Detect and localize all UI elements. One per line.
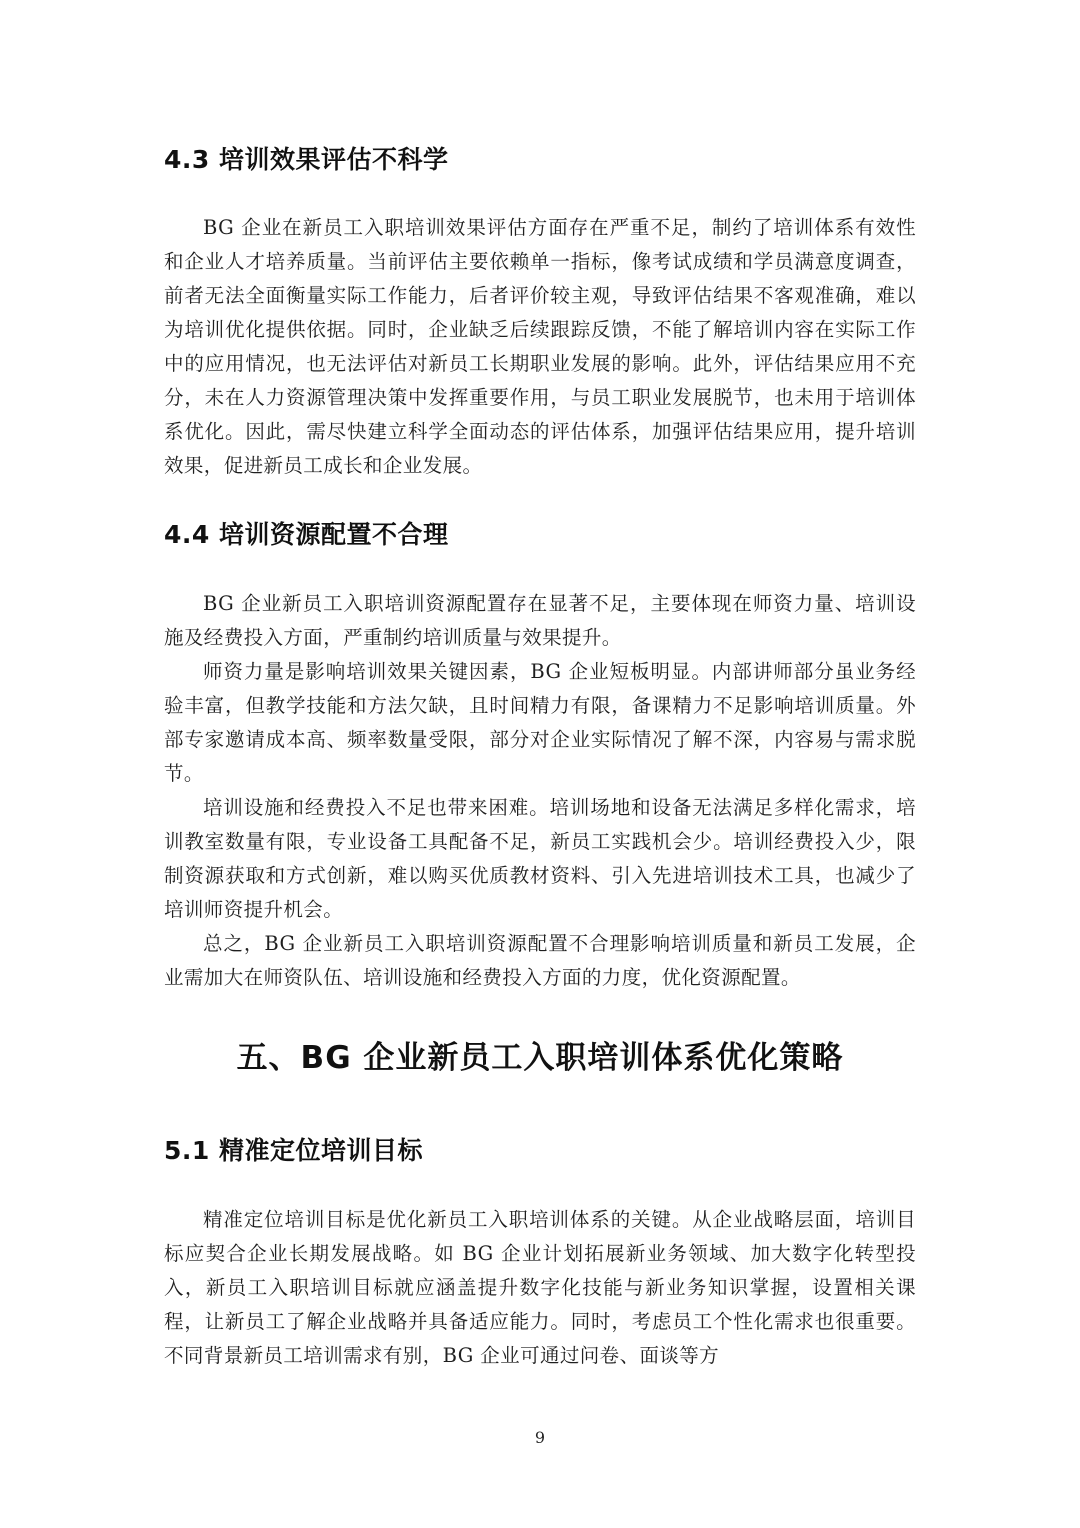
- section-body-5-1: [164, 1203, 916, 1373]
- section-heading-4-4: 4.4 培训资源配置不合理: [164, 520, 449, 549]
- paragraph: 总之，BG 企业新员工入职培训资源配置不合理影响培训质量和新员工发展，企业需加大在师资队伍、培训设施和经费投入方面的力度，优化资源配置。: [164, 932, 916, 989]
- section-heading-4-3: 4.3 培训效果评估不科学: [164, 145, 449, 174]
- section-body-4-3: [164, 211, 916, 483]
- section-body-4-4: [164, 587, 916, 995]
- section-heading-5-1: 5.1 精准定位培训目标: [164, 1136, 423, 1165]
- page-number: 9: [534, 1428, 546, 1447]
- paragraph: 师资力量是影响培训效果关键因素，BG 企业短板明显。内部讲师部分虽业务经验丰富，但教学技能和方法欠缺，且时间精力有限，备课精力不足影响培训质量。外部专家邀请成本高、频率数量受限，部分对企业实际情况了解不深，内容易与需求脱节。: [164, 660, 916, 785]
- paragraph: 培训设施和经费投入不足也带来困难。培训场地和设备无法满足多样化需求，培训教室数量有限，专业设备工具配备不足，新员工实践机会少。培训经费投入少，限制资源获取和方式创新，难以购买优质教材资料、引入先进培训技术工具，也减少了培训师资提升机会。: [164, 796, 916, 921]
- paragraph: BG 企业在新员工入职培训效果评估方面存在严重不足，制约了培训体系有效性和企业人才培养质量。当前评估主要依赖单一指标，像考试成绩和学员满意度调查，前者无法全面衡量实际工作能力，后者评价较主观，导致评估结果不客观准确，难以为培训优化提供依据。同时，企业缺乏后续跟踪反馈，不能了解培训内容在实际工作中的应用情况，也无法评估对新员工长期职业发展的影响。此外，评估结果应用不充分，未在人力资源管理决策中发挥重要作用，与员工职业发展脱节，也未用于培训体系优化。因此，需尽快建立科学全面动态的评估体系，加强评估结果应用，提升培训效果，促进新员工成长和企业发展。: [164, 216, 916, 477]
- paragraph: BG 企业新员工入职培训资源配置存在显著不足，主要体现在师资力量、培训设施及经费投入方面，严重制约培训质量与效果提升。: [164, 592, 916, 649]
- chapter-heading-5: 五、BG 企业新员工入职培训体系优化策略: [236, 1040, 844, 1076]
- paragraph: 精准定位培训目标是优化新员工入职培训体系的关键。从企业战略层面，培训目标应契合企业长期发展战略。如 BG 企业计划拓展新业务领域、加大数字化转型投入，新员工入职培训目标就应涵盖提升数字化技能与新业务知识掌握，设置相关课程，让新员工了解企业战略并具备适应能力。同时，考虑员工个性化需求也很重要。不同背景新员工培训需求有别，BG 企业可通过问卷、面谈等方: [164, 1208, 916, 1367]
